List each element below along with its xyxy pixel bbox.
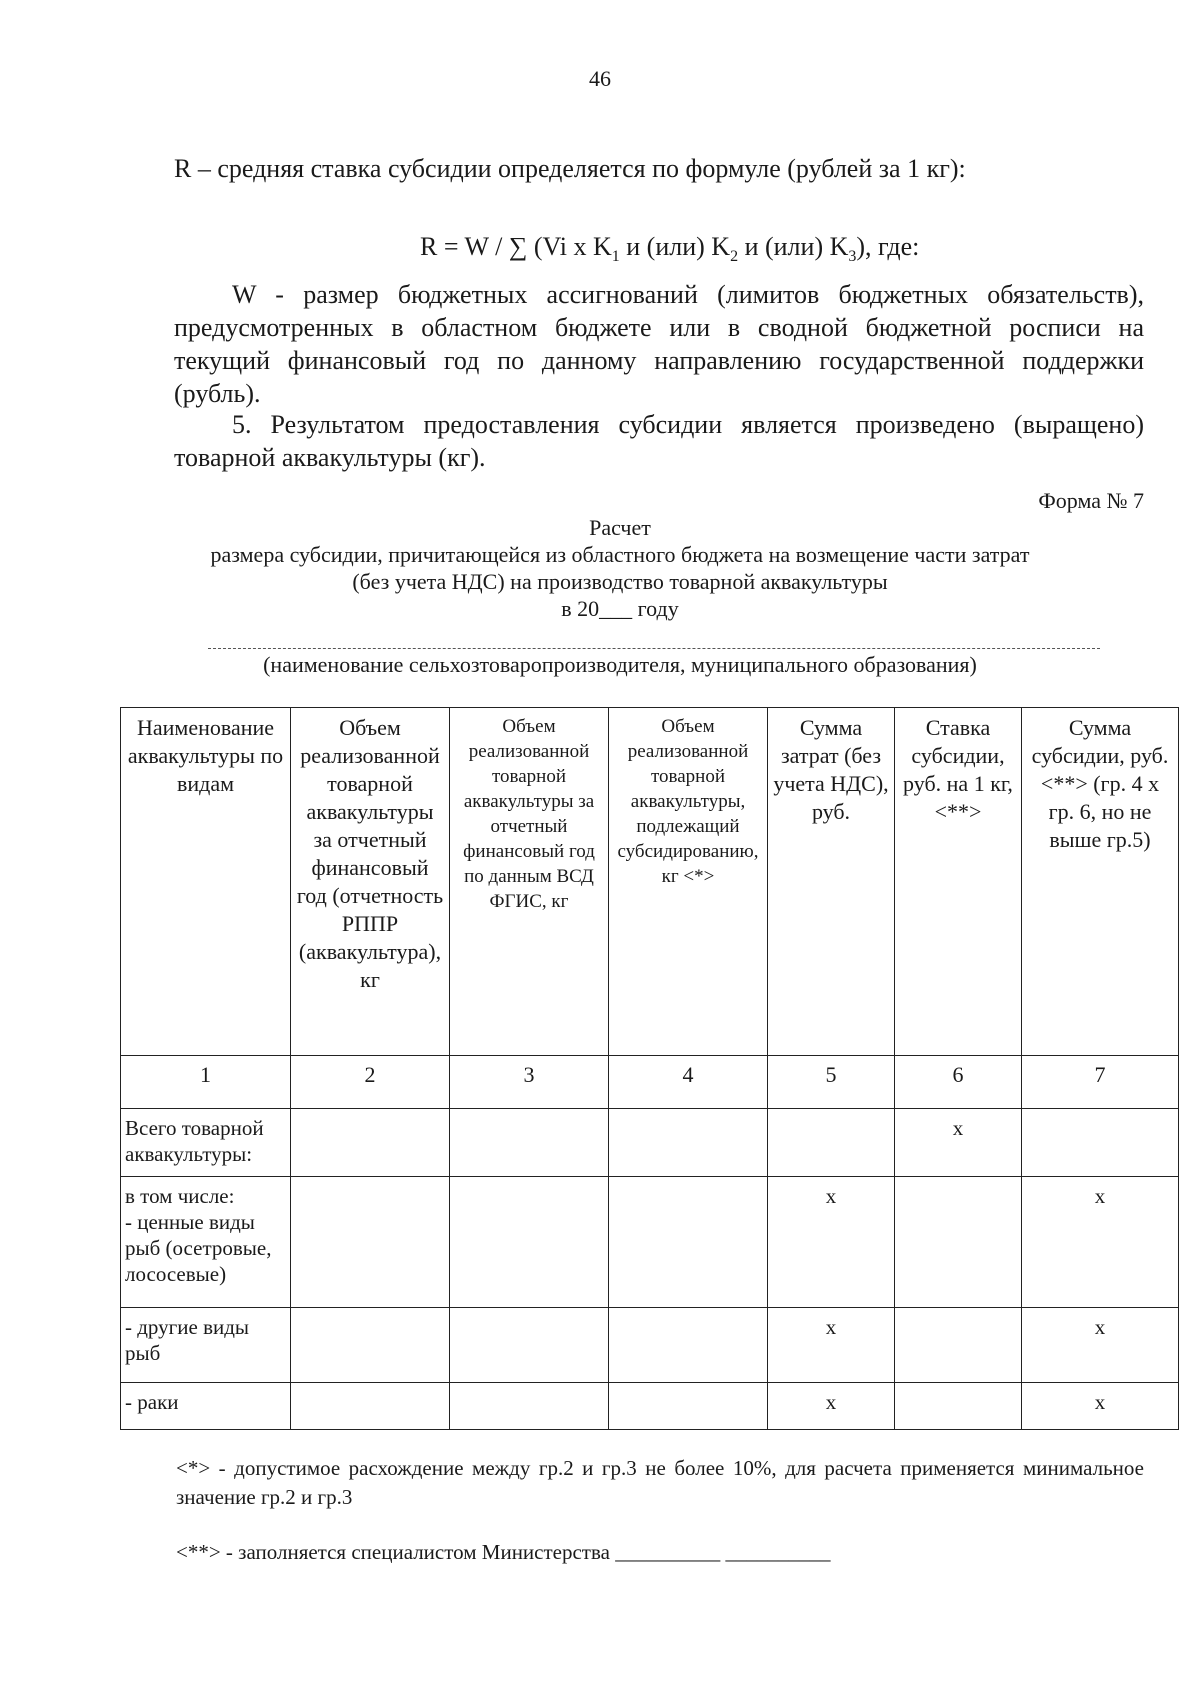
table-cell: х — [1022, 1177, 1179, 1308]
r-definition: R – средняя ставка субсидии определяется по формуле (рублей за 1 кг): — [174, 154, 966, 183]
table-cell: х — [768, 1383, 895, 1430]
table-cell: х — [768, 1177, 895, 1308]
table-cell — [768, 1109, 895, 1177]
table-cell — [609, 1308, 768, 1383]
column-number: 4 — [609, 1056, 768, 1109]
formula-sub-1: 1 — [611, 248, 620, 266]
title-line: (без учета НДС) на производство товарной аквакультуры — [352, 569, 888, 594]
w-definition: W - размер бюджетных ассигнований (лимитов бюджетных обязательств), предусмотренных в областном бюджете или в сводной бюджетной росписи на текущий финансовый год по данному направлению государственной поддержки (рубль). — [174, 280, 1144, 408]
table-cell — [895, 1177, 1022, 1308]
table-row — [121, 1177, 1179, 1308]
name-caption: (наименование сельхозтоваропроизводителя, муниципального образования) — [263, 652, 977, 677]
table-cell — [895, 1308, 1022, 1383]
table-cell — [895, 1383, 1022, 1430]
table-cell — [1022, 1109, 1179, 1177]
table-header-row — [121, 708, 1179, 1056]
page-number: 46 — [589, 66, 611, 91]
footnote-2: <**> - заполняется специалистом Министерства __________ __________ — [176, 1540, 831, 1564]
table-cell — [291, 1383, 450, 1430]
header-cell: Объем реализованной товарной аквакультуры, подлежащий субсидированию, кг <*> — [609, 708, 768, 1056]
column-number: 3 — [450, 1056, 609, 1109]
header-cell: Сумма субсидии, руб. <**> (гр. 4 х гр. 6, но не выше гр.5) — [1022, 708, 1179, 1056]
column-number: 7 — [1022, 1056, 1179, 1109]
table-row — [121, 1383, 1179, 1430]
column-number: 2 — [291, 1056, 450, 1109]
header-cell: Наименование аквакультуры по видам — [121, 708, 291, 1056]
formula-part: и (или) K — [738, 232, 849, 261]
result-paragraph: 5. Результатом предоставления субсидии является произведено (выращено) товарной аквакультуры (кг). — [174, 410, 1144, 472]
calculation-table — [120, 707, 1179, 1430]
footnote-1: <*> - допустимое расхождение между гр.2 и гр.3 не более 10%, для расчета применяется минимальное значение гр.2 и гр.3 — [176, 1456, 1144, 1509]
formula-sub-3: 3 — [848, 248, 857, 266]
header-cell: Объем реализованной товарной аквакультуры за отчетный финансовый год (отчетность РППР (аквакультура), кг — [291, 708, 450, 1056]
header-cell: Ставка субсидии, руб. на 1 кг, <**> — [895, 708, 1022, 1056]
header-cell: Объем реализованной товарной аквакультуры за отчетный финансовый год по данным ВСД ФГИС, кг — [450, 708, 609, 1056]
form-title — [120, 514, 1120, 622]
table-cell — [450, 1383, 609, 1430]
formula-part: R = W / ∑ (Vi x K — [420, 232, 612, 261]
table-cell — [450, 1177, 609, 1308]
table-cell — [291, 1177, 450, 1308]
column-number: 6 — [895, 1056, 1022, 1109]
form-number: Форма № 7 — [1038, 488, 1144, 513]
column-number: 5 — [768, 1056, 895, 1109]
column-number: 1 — [121, 1056, 291, 1109]
table-cell: х — [768, 1308, 895, 1383]
table-row — [121, 1308, 1179, 1383]
table-row — [121, 1109, 1179, 1177]
title-line: размера субсидии, причитающейся из областного бюджета на возмещение части затрат — [210, 542, 1030, 567]
table-cell — [291, 1308, 450, 1383]
table-cell — [450, 1308, 609, 1383]
column-number-row — [121, 1056, 1179, 1109]
table-cell — [450, 1109, 609, 1177]
title-line: Расчет — [589, 515, 651, 540]
formula-sub-2: 2 — [730, 248, 739, 266]
formula-part: и (или) K — [619, 232, 731, 261]
formula-part: ), где: — [856, 232, 920, 261]
row-label: - другие виды рыб — [121, 1308, 291, 1383]
title-line: в 20___ году — [561, 596, 679, 621]
table-cell — [609, 1177, 768, 1308]
table-cell: х — [1022, 1308, 1179, 1383]
fill-in-line — [208, 648, 1100, 649]
formula — [420, 232, 980, 266]
table-cell: х — [895, 1109, 1022, 1177]
header-cell: Сумма затрат (без учета НДС), руб. — [768, 708, 895, 1056]
table-cell: х — [1022, 1383, 1179, 1430]
table-cell — [609, 1109, 768, 1177]
table-cell — [291, 1109, 450, 1177]
row-label: - раки — [121, 1383, 291, 1430]
table-cell — [609, 1383, 768, 1430]
row-label: в том числе: - ценные виды рыб (осетровые, лососевые) — [121, 1177, 291, 1308]
row-label: Всего товарной аквакультуры: — [121, 1109, 291, 1177]
